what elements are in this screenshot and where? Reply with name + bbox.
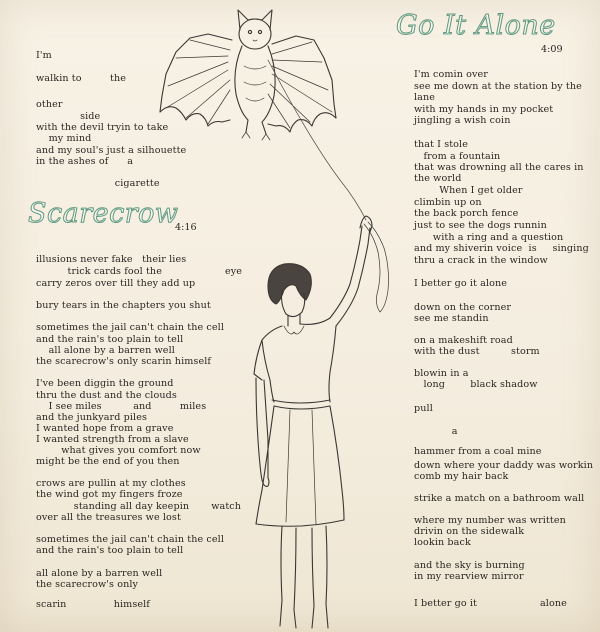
song-duration: 4:16 (175, 222, 197, 233)
lyric-line: blowin in a (414, 368, 469, 379)
lyric-line: I'm comin over (414, 69, 488, 80)
lyric-line: sometimes the jail can't chain the cell (36, 322, 225, 333)
lyric-line: illusions never fake their lies (36, 254, 187, 265)
lyric-line: long black shadow (414, 379, 538, 390)
lyric-line: I've been diggin the ground (36, 378, 174, 389)
poem-line: in the ashes of a (36, 156, 134, 167)
lyric-line: sometimes the jail can't chain the cell (36, 534, 225, 545)
lyric-line: strike a match on a bathroom wall (414, 493, 585, 504)
lyric-line: pull (414, 403, 433, 414)
lyric-line: and the rain's too plain to tell (36, 545, 184, 556)
poem-line: and my soul's just a silhouette (36, 145, 187, 156)
lyric-line: all alone by a barren well (36, 568, 163, 579)
lyric-line: what gives you comfort now (36, 445, 201, 456)
lyric-line: with a ring and a question (414, 232, 564, 243)
poem-line: other (36, 99, 63, 110)
song-duration: 4:09 (541, 44, 563, 55)
lyric-line: I better go it alone (414, 598, 567, 609)
lyric-line: and the rain's too plain to tell (36, 334, 184, 345)
poem-line: walkin to the (36, 73, 126, 84)
lyric-line: comb my hair back (414, 471, 509, 482)
girl-figure (254, 216, 372, 628)
lyric-line: that was drowning all the cares in (414, 162, 584, 173)
lyric-line: I wanted strength from a slave (36, 434, 189, 445)
lyric-line: see me standin (414, 313, 489, 324)
lyric-line: lane (414, 92, 436, 103)
lyric-line: I wanted hope from a grave (36, 423, 174, 434)
lyric-line: the back porch fence (414, 208, 519, 219)
song-title: Go It Alone (396, 10, 556, 41)
lyric-line: with the dust storm (414, 346, 540, 357)
lyric-line: down where your daddy was workin (414, 460, 594, 471)
lyric-line: thru the dust and the clouds (36, 390, 177, 401)
lyric-line: When I get older (414, 185, 523, 196)
kite-string (268, 60, 366, 220)
lyric-line: I see miles and miles (36, 401, 207, 412)
lyric-line: drivin on the sidewalk (414, 526, 525, 537)
lyric-line: from a fountain (414, 151, 501, 162)
poem-line: side (36, 111, 101, 122)
lyric-line: over all the treasures we lost (36, 512, 181, 523)
lyric-line: with my hands in my pocket (414, 104, 554, 115)
lyric-line: lookin back (414, 537, 471, 548)
poem-line: I'm (36, 50, 52, 61)
lyric-line: a (414, 426, 458, 437)
poem-line: with the devil tryin to take (36, 122, 169, 133)
lyric-line: and the sky is burning (414, 560, 525, 571)
lyric-line: just to see the dogs runnin (414, 220, 547, 231)
lyric-line: trick cards fool the eye (36, 266, 243, 277)
lyric-line: hammer from a coal mine (414, 446, 542, 457)
lyric-line: the world (414, 173, 462, 184)
lyric-line: carry zeros over till they add up (36, 278, 196, 289)
lyric-line: crows are pullin at my clothes (36, 478, 186, 489)
lyric-line: on a makeshift road (414, 335, 513, 346)
lyric-line: the scarecrow's only (36, 579, 139, 590)
lyric-line: I better go it alone (414, 278, 508, 289)
lyric-line: the scarecrow's only scarin himself (36, 356, 212, 367)
lyric-line: bury tears in the chapters you shut (36, 300, 211, 311)
lyric-line: scarin himself (36, 599, 150, 610)
lyric-line: standing all day keepin watch (36, 501, 242, 512)
lyric-line: jingling a wish coin (414, 115, 511, 126)
lyric-line: might be the end of you then (36, 456, 180, 467)
lyric-line: all alone by a barren well (36, 345, 175, 356)
lyric-line: the wind got my fingers froze (36, 489, 183, 500)
lyric-line: climbin up on (414, 197, 482, 208)
song-title: Scarecrow (28, 198, 179, 229)
lyric-line: and my shiverin voice is singing (414, 243, 589, 254)
poem-line: cigarette (36, 178, 160, 189)
lyric-line: in my rearview mirror (414, 571, 524, 582)
lyric-line: and the junkyard piles (36, 412, 147, 423)
lyric-line: that I stole (414, 139, 468, 150)
bat-kite-icon (160, 10, 336, 140)
lyric-line: down on the corner (414, 302, 512, 313)
lyric-line: where my number was written (414, 515, 566, 526)
lyric-line: thru a crack in the window (414, 255, 548, 266)
poem-line: my mind (36, 133, 92, 144)
lyric-line: see me down at the station by the (414, 81, 582, 92)
